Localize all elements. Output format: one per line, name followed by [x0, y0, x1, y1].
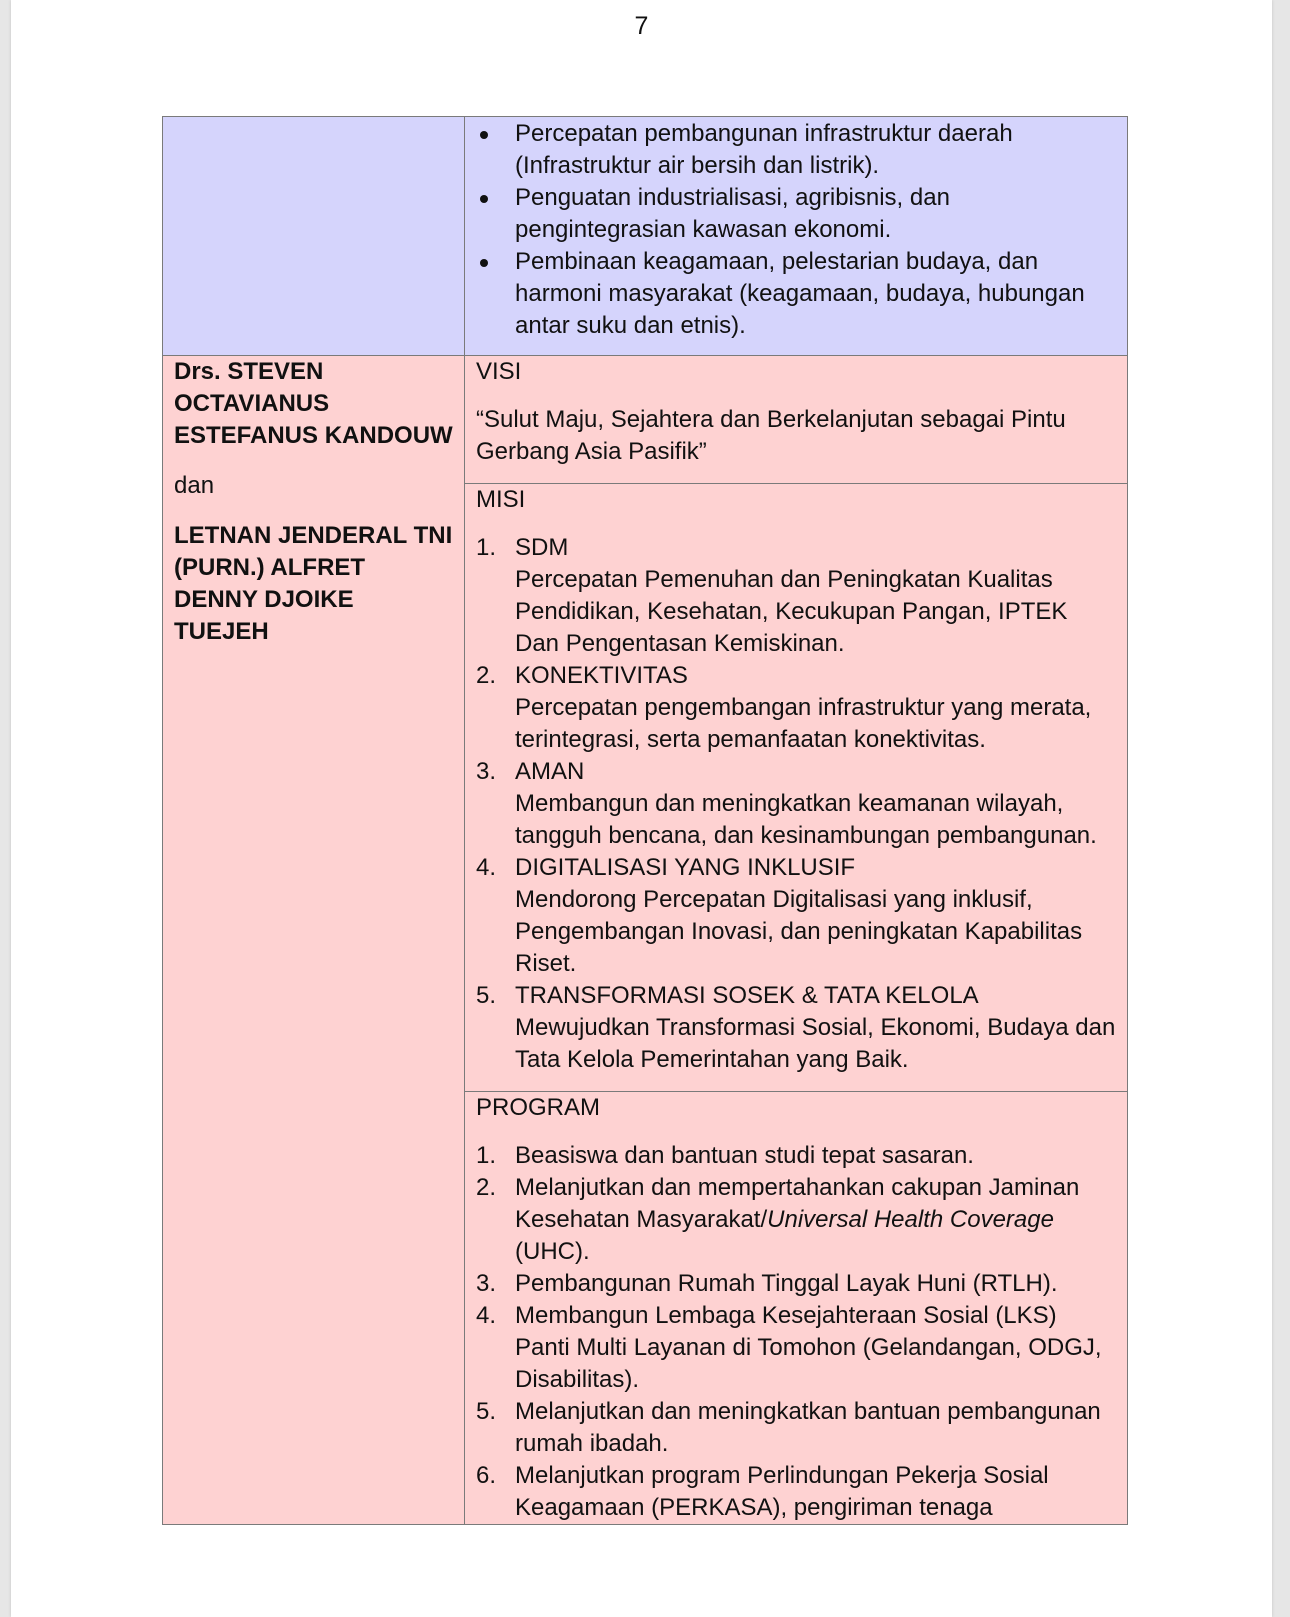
misi-item-desc: Percepatan pengembangan infrastruktur yang merata, terintegrasi, serta pemanfaatan konektivitas. — [515, 694, 1092, 753]
list-item — [476, 1172, 1117, 1268]
candidate-name-2: LETNAN JENDERAL TNI (PURN.) ALFRET DENNY DJOIKE TUEJEH — [174, 522, 453, 645]
candidate-cell — [163, 356, 465, 1525]
item-number: 1. — [476, 534, 497, 561]
priority-bullet-list — [476, 117, 1117, 355]
misi-cell — [465, 484, 1128, 1092]
table-row-visi — [163, 356, 1128, 484]
program-item-text: Melanjutkan dan meningkatkan bantuan pembangunan rumah ibadah. — [515, 1398, 1101, 1457]
list-item: Percepatan pembangunan infrastruktur daerah (Infrastruktur air bersih dan listrik). — [476, 118, 1117, 182]
program-item-line: Melanjutkan program Perlindungan Pekerja Sosial — [515, 1462, 1049, 1489]
program-list — [476, 1140, 1117, 1524]
list-item — [476, 1140, 1117, 1172]
list-item — [476, 1300, 1117, 1396]
list-item — [476, 1460, 1117, 1524]
empty-name-cell — [163, 117, 465, 356]
misi-item-title: DIGITALISASI YANG INKLUSIF — [515, 854, 856, 881]
list-item: Penguatan industrialisasi, agribisnis, dan pengintegrasian kawasan ekonomi. — [476, 182, 1117, 246]
item-number: 3. — [476, 758, 497, 785]
item-number: 4. — [476, 1302, 497, 1329]
program-item-text: Pembangunan Rumah Tinggal Layak Huni (RTLH). — [515, 1270, 1058, 1297]
document-page — [11, 0, 1272, 1617]
list-item — [476, 1268, 1117, 1300]
list-item — [476, 980, 1117, 1076]
program-item-text: Beasiswa dan bantuan studi tepat sasaran. — [515, 1142, 974, 1169]
list-item — [476, 660, 1117, 756]
item-number: 1. — [476, 1142, 497, 1169]
item-number: 2. — [476, 1174, 497, 1201]
continuation-cell — [465, 117, 1128, 356]
list-item — [476, 532, 1117, 660]
visi-title: VISI — [476, 358, 522, 385]
item-number: 4. — [476, 854, 497, 881]
misi-title: MISI — [476, 486, 526, 513]
misi-item-desc: Membangun dan meningkatkan keamanan wilayah, tangguh bencana, dan kesinambungan pembangunan. — [515, 790, 1097, 849]
candidate-name-1: Drs. STEVEN OCTAVIANUS ESTEFANUS KANDOUW — [174, 358, 453, 449]
list-item: Pembinaan keagamaan, pelestarian budaya, dan harmoni masyarakat (keagamaan, budaya, hubungan antar suku dan etnis). — [476, 246, 1117, 342]
misi-item-desc: Percepatan Pemenuhan dan Peningkatan Kualitas Pendidikan, Kesehatan, Kecukupan Pangan, IPTEK Dan Pengentasan Kemiskinan. — [515, 566, 1068, 657]
misi-item-desc: Mendorong Percepatan Digitalisasi yang inklusif, Pengembangan Inovasi, dan peningkatan Kapabilitas Riset. — [515, 886, 1083, 977]
visi-cell — [465, 356, 1128, 484]
misi-item-title: KONEKTIVITAS — [515, 662, 688, 689]
misi-item-title: TRANSFORMASI SOSEK & TATA KELOLA — [515, 982, 979, 1009]
table-row-continuation — [163, 117, 1128, 356]
visi-text: “Sulut Maju, Sejahtera dan Berkelanjutan sebagai Pintu Gerbang Asia Pasifik” — [476, 406, 1066, 465]
list-item — [476, 852, 1117, 980]
program-item-line: Keagamaan (PERKASA), pengiriman tenaga — [515, 1494, 993, 1521]
item-number: 5. — [476, 1398, 497, 1425]
program-item-text: Melanjutkan dan mempertahankan cakupan Jaminan Kesehatan Masyarakat/ — [515, 1174, 1080, 1233]
item-number: 6. — [476, 1462, 497, 1489]
page-number: 7 — [634, 12, 649, 40]
program-item-text: Membangun Lembaga Kesejahteraan Sosial (LKS) Panti Multi Layanan di Tomohon (Gelandangan, ODGJ, Disabilitas). — [515, 1302, 1102, 1393]
misi-item-title: AMAN — [515, 758, 585, 785]
candidate-program-table — [162, 116, 1128, 1525]
program-item-italic-text: Universal Health Coverage — [767, 1206, 1054, 1233]
misi-list — [476, 532, 1117, 1076]
misi-item-desc: Mewujudkan Transformasi Sosial, Ekonomi, Budaya dan Tata Kelola Pemerintahan yang Baik. — [515, 1014, 1116, 1073]
item-number: 3. — [476, 1270, 497, 1297]
misi-item-title: SDM — [515, 534, 569, 561]
item-number: 2. — [476, 662, 497, 689]
candidate-conjunction: dan — [174, 472, 215, 499]
list-item — [476, 1396, 1117, 1460]
list-item — [476, 756, 1117, 852]
item-number: 5. — [476, 982, 497, 1009]
program-cell — [465, 1092, 1128, 1525]
program-title: PROGRAM — [476, 1094, 601, 1121]
program-item-text-end: (UHC). — [515, 1238, 590, 1265]
